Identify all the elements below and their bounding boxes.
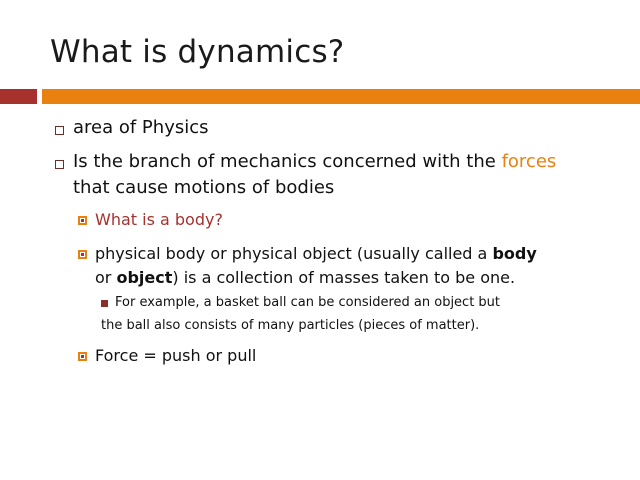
title-divider-right-accent (42, 89, 640, 104)
sub-bullet-what-is-a-body (95, 209, 223, 231)
sub-bullet-text: Force = push or pull (95, 346, 257, 365)
sub-sub-bullet-example-line-2 (101, 317, 479, 335)
sub-bullet-text: or (95, 268, 117, 287)
sub-bullet-square-icon (78, 250, 87, 259)
bullet-text: that cause motions of bodies (73, 177, 335, 198)
bullet-text: Is the branch of mechanics concerned with the (73, 151, 502, 172)
sub-bullet-text: ) is a collection of masses taken to be one. (172, 268, 516, 287)
sub-bullet-text: What is a body? (95, 210, 223, 229)
bullet-dynamics-definition-line-1 (73, 150, 556, 174)
sub-bullet-physical-body-line-2 (95, 267, 515, 289)
title-divider-left-accent (0, 89, 37, 104)
sub-sub-bullet-text: the ball also consists of many particles (pieces of matter). (101, 318, 480, 333)
sub-bullet-text: physical body or physical object (usually called a (95, 244, 493, 263)
sub-sub-bullet-example-line-1 (115, 294, 500, 312)
bullet-text: area of Physics (73, 117, 209, 138)
sub-bullet-force (95, 345, 256, 367)
bold-term: body (492, 244, 537, 263)
bullet-area-of-physics (73, 116, 209, 140)
sub-bullet-square-icon (78, 352, 87, 361)
bullet-square-icon (55, 126, 64, 135)
sub-sub-bullet-text: For example, a basket ball can be considered an object but (115, 295, 501, 310)
highlighted-term: forces (501, 151, 557, 172)
sub-sub-bullet-square-icon (101, 300, 108, 307)
bullet-square-icon (55, 160, 64, 169)
bold-term: object (116, 268, 173, 287)
bullet-dynamics-definition-line-2 (73, 176, 334, 200)
sub-bullet-physical-body-line-1 (95, 243, 537, 265)
slide-title: What is dynamics? (50, 34, 345, 70)
sub-bullet-square-icon (78, 216, 87, 225)
